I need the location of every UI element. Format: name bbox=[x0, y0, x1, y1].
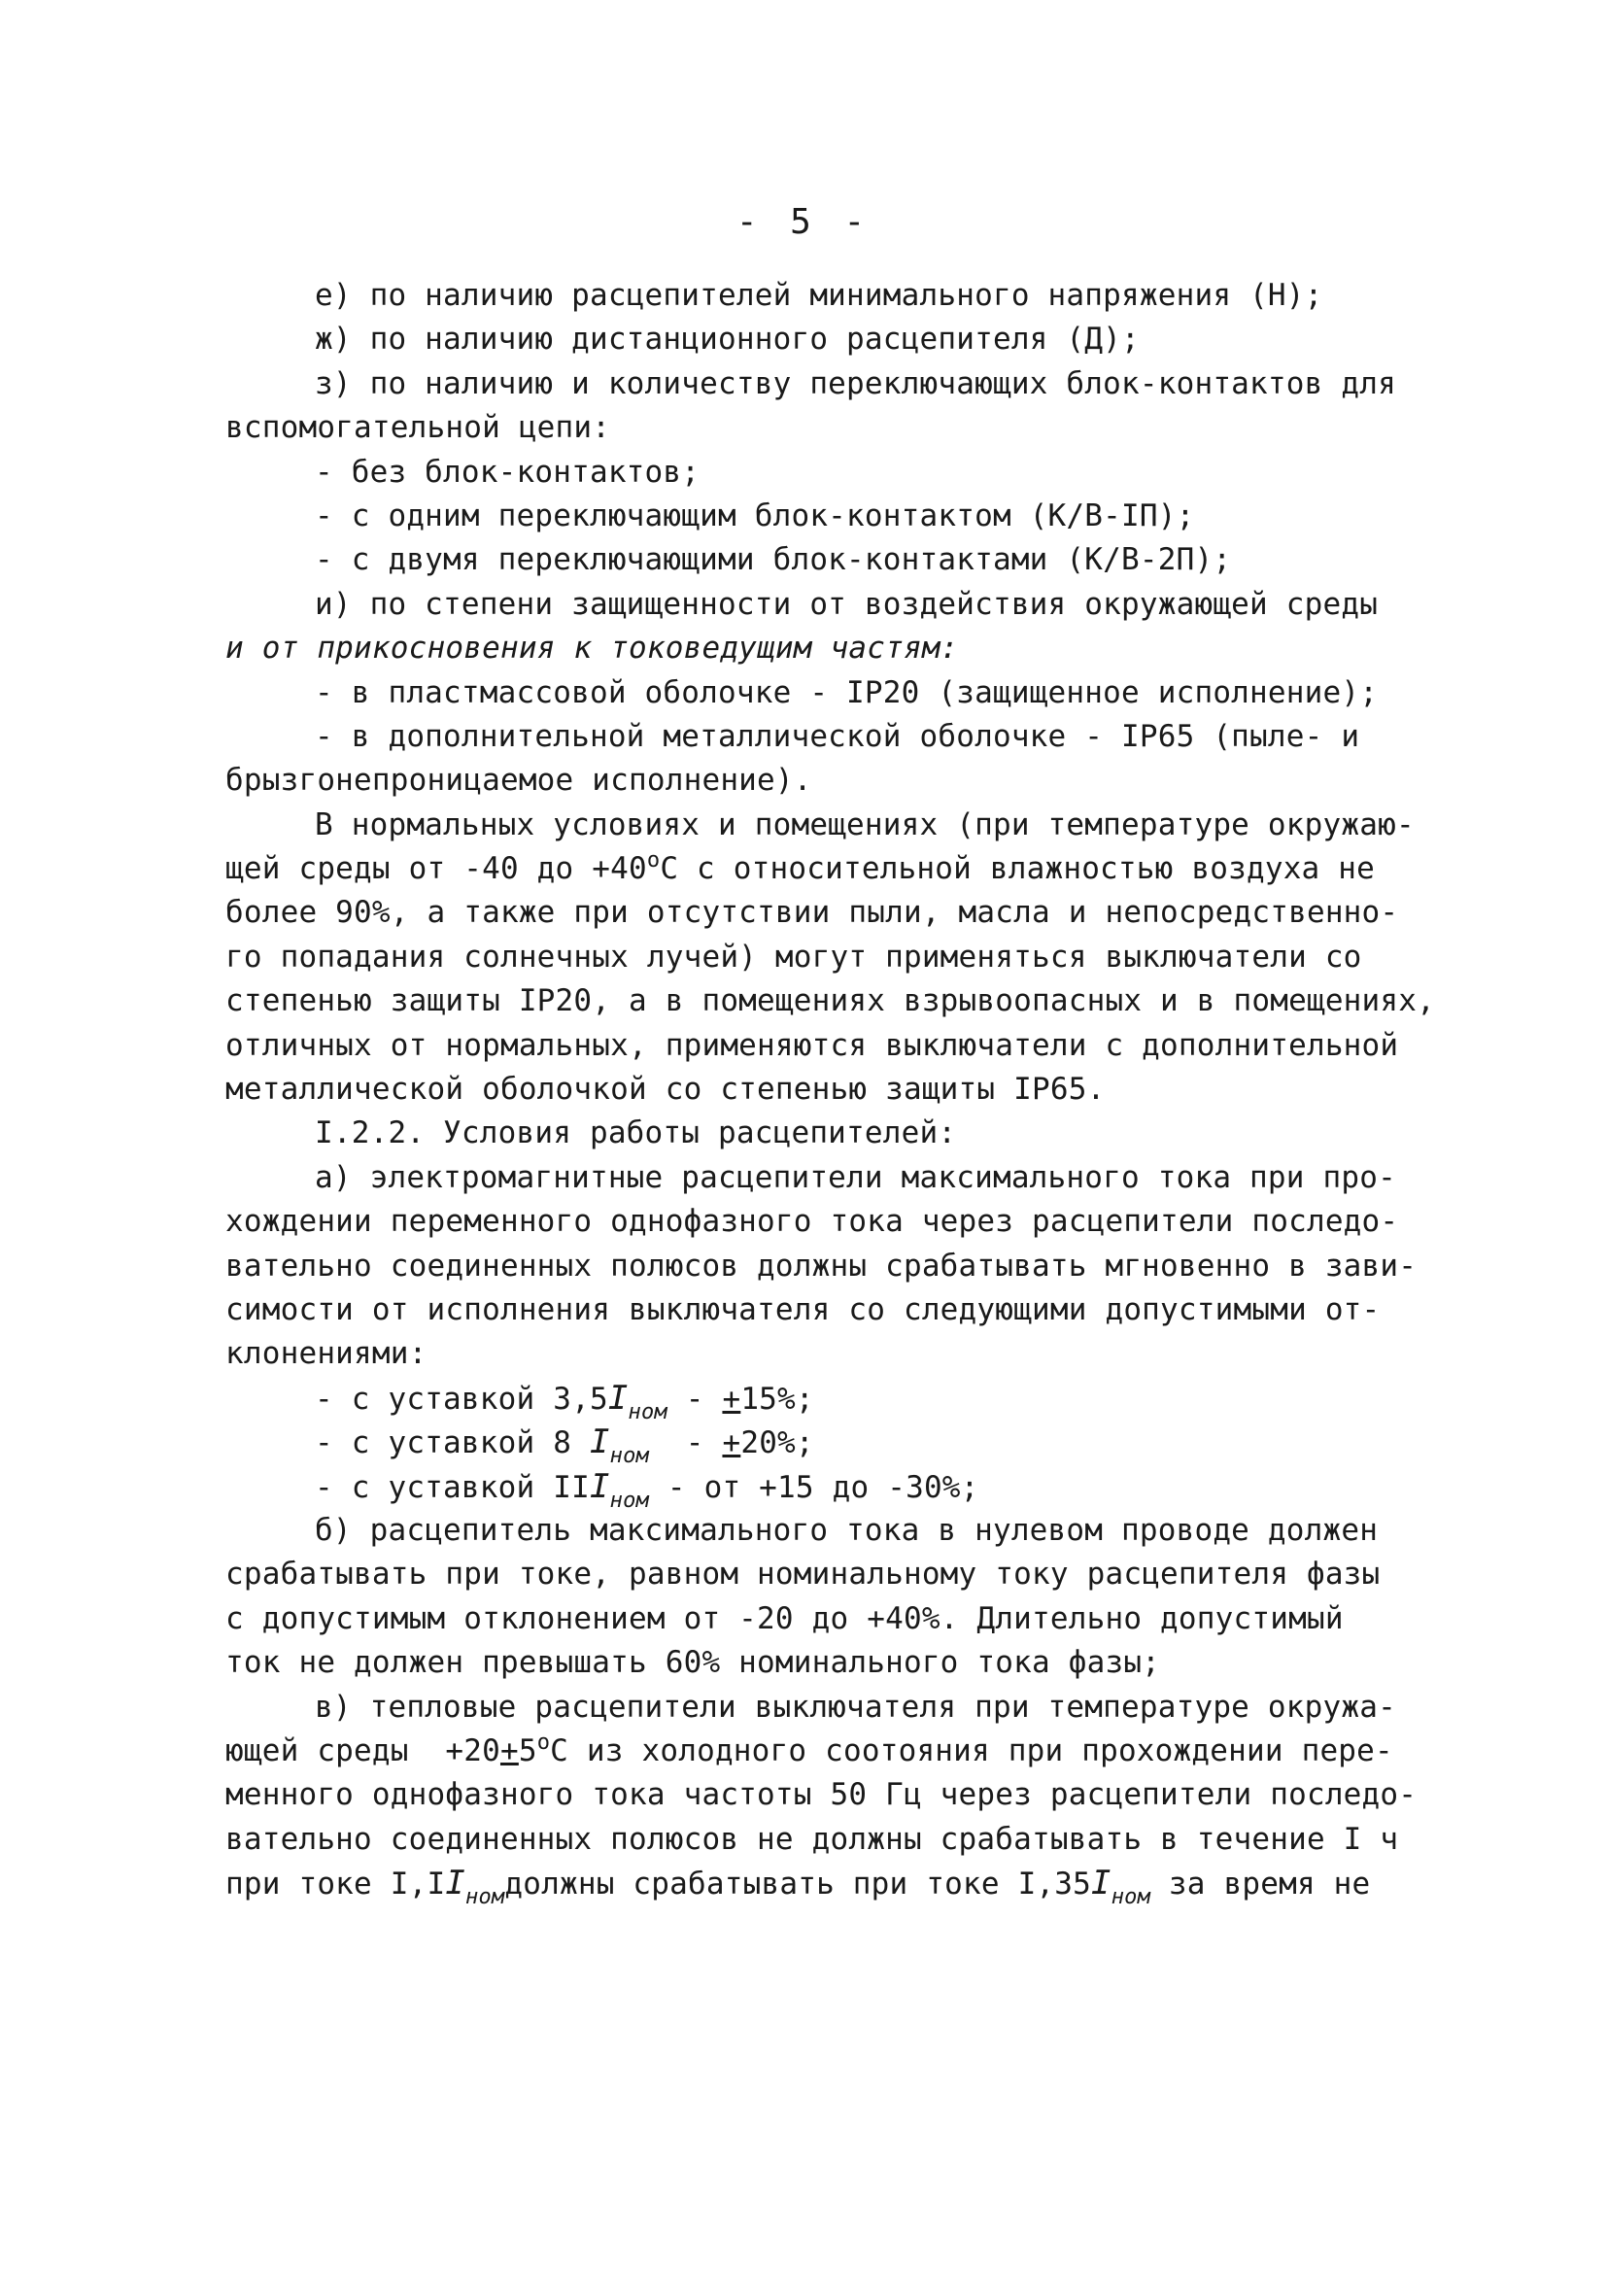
text-line: металлической оболочкой со степенью защиты IP65. bbox=[225, 1072, 1106, 1108]
text-span: - bbox=[648, 1425, 723, 1461]
list-item: - с одним переключающим блок-контактом (К/В-IП); bbox=[315, 497, 1195, 533]
plus-minus-sign: + bbox=[499, 1732, 519, 1768]
text-line: срабатывать при токе, равном номинальному току расцепителя фазы bbox=[225, 1557, 1381, 1593]
text-span: за время не bbox=[1150, 1867, 1371, 1902]
text-line: брызгонепроницаемое исполнение). bbox=[225, 763, 812, 799]
list-item bbox=[225, 1377, 1420, 1424]
current-symbol: I bbox=[445, 1864, 466, 1903]
text-span: - с уставкой 8 bbox=[315, 1425, 590, 1461]
degree-sign: о bbox=[536, 1730, 551, 1755]
body-text bbox=[225, 274, 1435, 1910]
current-symbol: I bbox=[589, 1422, 610, 1462]
text-line: б) расцепитель максимального тока в нулевом проводе должен bbox=[315, 1512, 1379, 1548]
text-line bbox=[225, 847, 1420, 891]
current-symbol: I bbox=[589, 1466, 610, 1506]
current-subscript: ном bbox=[465, 1885, 505, 1910]
text-span: С с относительной влажностью воздуха не bbox=[660, 851, 1376, 887]
current-subscript: ном bbox=[609, 1488, 649, 1513]
text-span: ющей среды +20 bbox=[225, 1732, 500, 1768]
text-line: и) по степени защищенности от воздействия окружающей среды bbox=[315, 586, 1379, 622]
text-line: с допустимым отклонением от -20 до +40%. Длительно допустимый bbox=[225, 1600, 1344, 1636]
section-heading: I.2.2. Условия работы расцепителей: bbox=[315, 1115, 957, 1151]
text-line: симости от исполнения выключателя со следующими допустимыми от- bbox=[225, 1291, 1381, 1327]
list-item: - без блок-контактов; bbox=[315, 454, 701, 490]
text-span: щей среды от -40 до +40 bbox=[225, 851, 647, 887]
text-span: С из холодного соотояния при прохождении пере- bbox=[550, 1732, 1393, 1768]
current-symbol: I bbox=[1091, 1864, 1111, 1903]
list-item: - с двумя переключающими блок-контактами (К/В-2П); bbox=[315, 542, 1232, 578]
text-line: в) тепловые расцепители выключателя при температуре окружа- bbox=[315, 1689, 1396, 1725]
text-line bbox=[225, 1862, 1420, 1910]
text-line: хождении переменного однофазного тока через расцепители последо- bbox=[225, 1204, 1399, 1240]
text-line: вательно соединенных полюсов должны срабатывать мгновенно в зави- bbox=[225, 1248, 1418, 1284]
text-span: 20%; bbox=[740, 1425, 814, 1461]
text-line: а) электромагнитные расцепители максимального тока при про- bbox=[315, 1159, 1396, 1195]
text-span: - с уставкой II bbox=[315, 1469, 590, 1505]
list-item bbox=[225, 1465, 1420, 1513]
list-item: - в дополнительной металлической оболочке - IP65 (пыле- и bbox=[315, 718, 1360, 754]
current-subscript: ном bbox=[628, 1399, 667, 1424]
text-span: - bbox=[667, 1381, 723, 1417]
list-item: - в пластмассовой оболочке - IP20 (защищенное исполнение); bbox=[315, 674, 1379, 710]
plus-minus-sign: + bbox=[722, 1425, 741, 1461]
text-line: менного однофазного тока частоты 50 Гц через расцепители последо- bbox=[225, 1777, 1418, 1813]
degree-sign: о bbox=[646, 848, 661, 874]
text-line: е) по наличию расцепителей минимального напряжения (Н); bbox=[315, 278, 1323, 313]
text-span: 15%; bbox=[740, 1381, 814, 1417]
text-line: степенью защиты IP20, а в помещениях взрывоопасных и в помещениях, bbox=[225, 983, 1435, 1019]
text-line: з) по наличию и количеству переключающих блок-контактов для bbox=[315, 365, 1396, 401]
text-line: ж) по наличию дистанционного расцепителя (Д); bbox=[315, 322, 1140, 358]
text-line bbox=[225, 1730, 1420, 1773]
text-line: более 90%, а также при отсутствии пыли, масла и непосредственно- bbox=[225, 895, 1399, 931]
text-line: и от прикосновения к токоведущим частям: bbox=[225, 631, 959, 667]
current-subscript: ном bbox=[609, 1444, 649, 1469]
text-span: при токе I,I bbox=[225, 1867, 446, 1902]
text-line: вспомогательной цепи: bbox=[225, 410, 611, 446]
text-span: - с уставкой 3,5 bbox=[315, 1381, 608, 1417]
text-line: В нормальных условиях и помещениях (при температуре окружаю- bbox=[315, 806, 1415, 842]
text-line: клонениями: bbox=[225, 1336, 427, 1372]
page-number: - 5 - bbox=[735, 202, 872, 242]
text-line: го попадания солнечных лучей) могут применяться выключатели со bbox=[225, 939, 1362, 975]
text-span: 5 bbox=[518, 1732, 537, 1768]
text-line: отличных от нормальных, применяются выключатели с дополнительной bbox=[225, 1027, 1399, 1063]
text-line: вательно соединенных полюсов не должны срабатывать в течение I ч bbox=[225, 1821, 1399, 1857]
list-item bbox=[225, 1421, 1420, 1469]
current-subscript: ном bbox=[1111, 1885, 1151, 1910]
text-line: ток не должен превышать 60% номинального тока фазы; bbox=[225, 1645, 1161, 1681]
plus-minus-sign: + bbox=[722, 1381, 741, 1417]
text-span: - от +15 до -30%; bbox=[648, 1469, 979, 1505]
current-symbol: I bbox=[607, 1378, 629, 1418]
text-span: должны срабатывать при токе I,35 bbox=[504, 1867, 1092, 1902]
